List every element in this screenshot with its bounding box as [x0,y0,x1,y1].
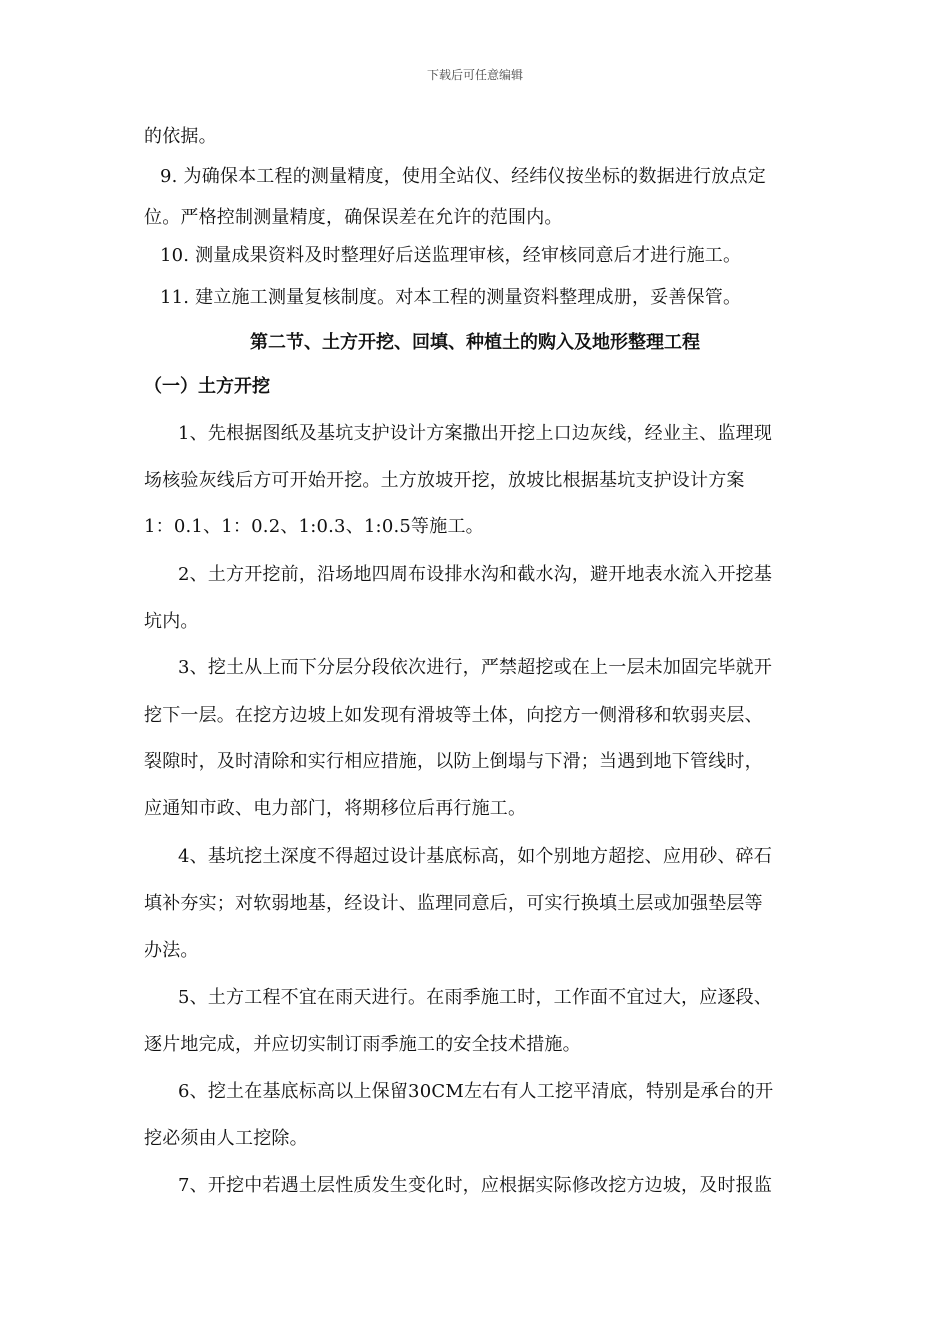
step-6-line-1: 6、挖土在基底标高以上保留30CM左右有人工挖平清底，特别是承台的开 [178,1081,774,1102]
step-1-line-2: 场核验灰线后方可开始开挖。土方放坡开挖，放坡比根据基坑支护设计方案 [144,470,745,491]
step-5-line-1: 5、土方工程不宜在雨天进行。在雨季施工时，工作面不宜过大，应逐段、 [178,987,773,1008]
step-2-line-1: 2、土方开挖前，沿场地四周布设排水沟和截水沟，避开地表水流入开挖基 [178,564,773,585]
section-title: 第二节、土方开挖、回填、种植土的购入及地形整理工程 [250,332,700,353]
step-3-line-3: 裂隙时，及时清除和实行相应措施，以防上倒塌与下滑；当遇到地下管线时， [144,751,763,772]
step-7-line-1: 7、开挖中若遇土层性质发生变化时，应根据实际修改挖方边坡，及时报监 [178,1175,773,1196]
step-2-line-2: 坑内。 [144,611,199,632]
step-3-line-2: 挖下一层。在挖方边坡上如发现有滑坡等土体，向挖方一侧滑移和软弱夹层、 [144,705,763,726]
step-1-line-1: 1、先根据图纸及基坑支护设计方案撒出开挖上口边灰线，经业主、监理现 [178,423,773,444]
step-4-line-1: 4、基坑挖土深度不得超过设计基底标高，如个别地方超挖、应用砂、碎石 [178,846,773,867]
item-10: 10. 测量成果资料及时整理好后送监理审核，经审核同意后才进行施工。 [160,245,742,266]
paragraph-line: 的依据。 [144,126,217,147]
item-9-line-1: 9. 为确保本工程的测量精度，使用全站仪、经纬仪按坐标的数据进行放点定 [160,166,766,187]
item-11: 11. 建立施工测量复核制度。对本工程的测量资料整理成册，妥善保管。 [160,287,742,308]
step-3-line-1: 3、挖土从上而下分层分段依次进行，严禁超挖或在上一层未加固完毕就开 [178,657,773,678]
step-1-line-3: 1：0.1、1：0.2、1:0.3、1:0.5等施工。 [144,516,484,537]
page-header: 下载后可任意编辑 [426,68,523,82]
step-6-line-2: 挖必须由人工挖除。 [144,1128,308,1149]
step-4-line-2: 填补夯实；对软弱地基，经设计、监理同意后，可实行换填土层或加强垫层等 [144,893,763,914]
step-4-line-3: 办法。 [144,940,199,961]
step-5-line-2: 逐片地完成，并应切实制订雨季施工的安全技术措施。 [144,1034,581,1055]
subsection-title: （一）土方开挖 [144,376,270,397]
item-9-line-2: 位。严格控制测量精度，确保误差在允许的范围内。 [144,207,563,228]
step-3-line-4: 应通知市政、电力部门，将期移位后再行施工。 [144,798,527,819]
